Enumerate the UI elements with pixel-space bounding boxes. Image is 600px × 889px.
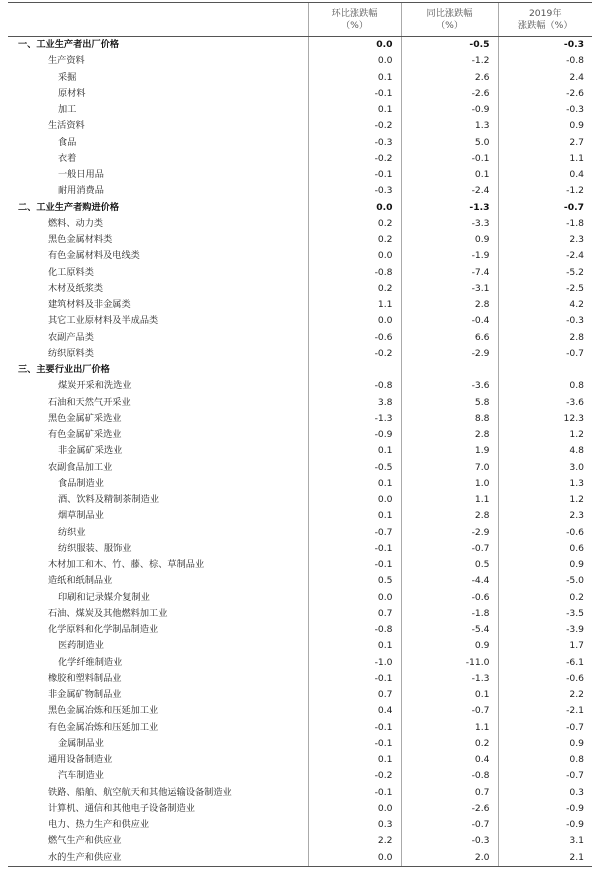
cell-mom: 0.5 bbox=[308, 573, 401, 589]
cell-yoy: -1.2 bbox=[401, 53, 498, 69]
table-row bbox=[8, 768, 592, 784]
cell-yoy: -0.6 bbox=[401, 590, 498, 606]
cell-mom: -1.0 bbox=[308, 655, 401, 671]
table-row bbox=[8, 785, 592, 801]
row-label: 有色金属冶炼和压延加工业 bbox=[48, 721, 159, 733]
cell-mom: -0.2 bbox=[308, 768, 401, 784]
table-row bbox=[8, 411, 592, 427]
cell-mom bbox=[308, 362, 401, 378]
row-label: 酒、饮料及精制茶制造业 bbox=[58, 494, 160, 506]
row-label: 印刷和记录媒介复制业 bbox=[58, 591, 150, 603]
table-row bbox=[8, 720, 592, 736]
table-row bbox=[8, 183, 592, 199]
table-row bbox=[8, 752, 592, 768]
cell-ytd: 0.3 bbox=[498, 785, 592, 801]
cell-mom: 0.1 bbox=[308, 70, 401, 86]
cell-ytd: 0.2 bbox=[498, 590, 592, 606]
row-label: 铁路、船舶、航空航天和其他运输设备制造业 bbox=[48, 786, 232, 798]
cell-mom: 2.2 bbox=[308, 833, 401, 849]
cell-yoy: 2.0 bbox=[401, 850, 498, 867]
cell-ytd: -2.4 bbox=[498, 248, 592, 264]
cell-ytd: 0.9 bbox=[498, 736, 592, 752]
cell-ytd bbox=[498, 362, 592, 378]
cell-yoy: -0.9 bbox=[401, 102, 498, 118]
cell-yoy: -2.4 bbox=[401, 183, 498, 199]
cell-mom: -0.7 bbox=[308, 525, 401, 541]
cell-mom: 0.0 bbox=[308, 850, 401, 867]
row-label: 石油、煤炭及其他燃料加工业 bbox=[48, 607, 168, 619]
cell-ytd: -0.6 bbox=[498, 525, 592, 541]
header-yoy bbox=[401, 3, 498, 37]
cell-ytd: -0.3 bbox=[498, 102, 592, 118]
cell-yoy: 2.8 bbox=[401, 297, 498, 313]
cell-ytd: -3.5 bbox=[498, 606, 592, 622]
table-row bbox=[8, 687, 592, 703]
cell-ytd: 12.3 bbox=[498, 411, 592, 427]
table-row bbox=[8, 638, 592, 654]
row-label: 水的生产和供应业 bbox=[8, 850, 308, 867]
cell-ytd: -0.9 bbox=[498, 817, 592, 833]
cell-ytd: 4.8 bbox=[498, 443, 592, 459]
row-label: 耐用消费品 bbox=[58, 185, 104, 197]
cell-yoy: -1.3 bbox=[401, 671, 498, 687]
cell-ytd: 0.9 bbox=[498, 557, 592, 573]
table-row bbox=[8, 736, 592, 752]
row-label: 化工原料类 bbox=[48, 266, 94, 278]
table-row bbox=[8, 102, 592, 118]
cell-mom: -0.1 bbox=[308, 720, 401, 736]
cell-mom: -0.1 bbox=[308, 541, 401, 557]
cell-mom: 0.0 bbox=[308, 801, 401, 817]
row-label: 食品制造业 bbox=[58, 477, 104, 489]
table-row bbox=[8, 265, 592, 281]
row-label: 生活资料 bbox=[48, 120, 85, 132]
cell-yoy: -0.7 bbox=[401, 541, 498, 557]
table-row bbox=[8, 817, 592, 833]
header-mom bbox=[308, 3, 401, 37]
row-label: 燃料、动力类 bbox=[48, 217, 104, 229]
cell-mom: 0.0 bbox=[308, 313, 401, 329]
header-yoy-unit: （%） bbox=[435, 19, 464, 31]
cell-yoy bbox=[401, 362, 498, 378]
row-label: 化学原料和化学制品制造业 bbox=[48, 624, 159, 636]
cell-yoy: -0.7 bbox=[401, 703, 498, 719]
row-label: 农副食品加工业 bbox=[48, 461, 113, 473]
cell-mom: 0.1 bbox=[308, 443, 401, 459]
cell-yoy: -0.4 bbox=[401, 313, 498, 329]
cell-yoy: 1.1 bbox=[401, 720, 498, 736]
table-row bbox=[8, 850, 592, 867]
table-row bbox=[8, 53, 592, 69]
cell-yoy: 0.1 bbox=[401, 687, 498, 703]
table-row bbox=[8, 135, 592, 151]
row-label: 有色金属材料及电线类 bbox=[48, 250, 140, 262]
row-label: 三、主要行业出厂价格 bbox=[18, 364, 110, 376]
cell-yoy: -7.4 bbox=[401, 265, 498, 281]
cell-yoy: 1.9 bbox=[401, 443, 498, 459]
cell-mom: 0.7 bbox=[308, 606, 401, 622]
cell-ytd: -0.6 bbox=[498, 671, 592, 687]
table-row bbox=[8, 297, 592, 313]
cell-mom: 1.1 bbox=[308, 297, 401, 313]
cell-mom: 0.1 bbox=[308, 752, 401, 768]
cell-yoy: 2.8 bbox=[401, 508, 498, 524]
cell-ytd: 0.6 bbox=[498, 541, 592, 557]
table-row bbox=[8, 508, 592, 524]
row-label: 非金属矿物制品业 bbox=[48, 689, 122, 701]
section-row bbox=[8, 200, 592, 216]
cell-yoy: 0.2 bbox=[401, 736, 498, 752]
table-row bbox=[8, 541, 592, 557]
cell-yoy: -0.7 bbox=[401, 817, 498, 833]
cell-ytd: 0.8 bbox=[498, 378, 592, 394]
row-label: 生产资料 bbox=[48, 55, 85, 67]
row-label: 食品 bbox=[58, 136, 77, 148]
table-row bbox=[8, 330, 592, 346]
cell-mom: -1.3 bbox=[308, 411, 401, 427]
cell-mom: 0.3 bbox=[308, 817, 401, 833]
cell-ytd: 0.9 bbox=[498, 118, 592, 134]
cell-yoy: -2.9 bbox=[401, 525, 498, 541]
row-label: 电力、热力生产和供应业 bbox=[48, 819, 150, 831]
header-yoy-title: 同比涨跌幅 bbox=[426, 7, 473, 19]
cell-ytd: 2.2 bbox=[498, 687, 592, 703]
table-row bbox=[8, 655, 592, 671]
cell-mom: -0.1 bbox=[308, 86, 401, 102]
cell-yoy: 0.4 bbox=[401, 752, 498, 768]
row-label: 汽车制造业 bbox=[58, 770, 104, 782]
cell-mom: -0.6 bbox=[308, 330, 401, 346]
table-row bbox=[8, 248, 592, 264]
row-label: 造纸和纸制品业 bbox=[48, 575, 113, 587]
header-ytd-year: 2019年 bbox=[528, 7, 562, 19]
cell-ytd: 1.2 bbox=[498, 492, 592, 508]
cell-ytd: -5.0 bbox=[498, 573, 592, 589]
cell-yoy: -4.4 bbox=[401, 573, 498, 589]
cell-ytd: 2.4 bbox=[498, 70, 592, 86]
cell-yoy: -0.5 bbox=[401, 37, 498, 54]
cell-mom: 0.0 bbox=[308, 53, 401, 69]
cell-yoy: -1.3 bbox=[401, 200, 498, 216]
cell-ytd: -0.7 bbox=[498, 768, 592, 784]
cell-mom: -0.3 bbox=[308, 135, 401, 151]
cell-ytd: 3.1 bbox=[498, 833, 592, 849]
cell-mom: -0.1 bbox=[308, 736, 401, 752]
table-row bbox=[8, 216, 592, 232]
cell-mom: -0.2 bbox=[308, 118, 401, 134]
cell-yoy: 6.6 bbox=[401, 330, 498, 346]
table-row bbox=[8, 167, 592, 183]
cell-ytd: -3.9 bbox=[498, 622, 592, 638]
table-row bbox=[8, 525, 592, 541]
cell-mom: -0.5 bbox=[308, 460, 401, 476]
cell-ytd: 2.8 bbox=[498, 330, 592, 346]
cell-yoy: 1.0 bbox=[401, 476, 498, 492]
cell-ytd: -0.3 bbox=[498, 313, 592, 329]
table-row bbox=[8, 492, 592, 508]
table-row bbox=[8, 118, 592, 134]
table-row bbox=[8, 427, 592, 443]
cell-yoy: 0.7 bbox=[401, 785, 498, 801]
row-label: 计算机、通信和其他电子设备制造业 bbox=[48, 802, 195, 814]
cell-ytd: -6.1 bbox=[498, 655, 592, 671]
row-label: 衣着 bbox=[58, 152, 77, 164]
cell-ytd: 0.8 bbox=[498, 752, 592, 768]
cell-yoy: 0.5 bbox=[401, 557, 498, 573]
cell-mom: -0.3 bbox=[308, 183, 401, 199]
table-row bbox=[8, 622, 592, 638]
row-label: 金属制品业 bbox=[58, 737, 104, 749]
table-row bbox=[8, 443, 592, 459]
cell-yoy: -0.8 bbox=[401, 768, 498, 784]
table-row bbox=[8, 833, 592, 849]
cell-mom: 3.8 bbox=[308, 395, 401, 411]
row-label: 纺织业 bbox=[58, 526, 86, 538]
cell-mom: 0.1 bbox=[308, 476, 401, 492]
table-row bbox=[8, 573, 592, 589]
cell-ytd: 1.2 bbox=[498, 427, 592, 443]
cell-ytd: -0.7 bbox=[498, 346, 592, 362]
table-header bbox=[8, 3, 592, 37]
table-row bbox=[8, 590, 592, 606]
cell-mom: -0.1 bbox=[308, 785, 401, 801]
row-label: 木材及纸浆类 bbox=[48, 282, 104, 294]
table-row bbox=[8, 703, 592, 719]
cell-ytd: 1.1 bbox=[498, 151, 592, 167]
price-index-table bbox=[8, 2, 592, 867]
table-row bbox=[8, 557, 592, 573]
header-mom-unit: （%） bbox=[340, 19, 369, 31]
row-label: 通用设备制造业 bbox=[48, 754, 113, 766]
cell-mom: 0.0 bbox=[308, 590, 401, 606]
row-label: 农副产品类 bbox=[48, 331, 94, 343]
cell-yoy: -2.9 bbox=[401, 346, 498, 362]
cell-ytd: -1.8 bbox=[498, 216, 592, 232]
cell-mom: -0.1 bbox=[308, 557, 401, 573]
cell-mom: -0.2 bbox=[308, 151, 401, 167]
table-body bbox=[8, 37, 592, 867]
table-row bbox=[8, 232, 592, 248]
cell-yoy: 0.9 bbox=[401, 232, 498, 248]
header-mom-title: 环比涨跌幅 bbox=[331, 7, 378, 19]
cell-ytd: -3.6 bbox=[498, 395, 592, 411]
cell-mom: 0.1 bbox=[308, 638, 401, 654]
cell-ytd: -0.9 bbox=[498, 801, 592, 817]
table-row bbox=[8, 151, 592, 167]
cell-yoy: 7.0 bbox=[401, 460, 498, 476]
row-label: 建筑材料及非金属类 bbox=[48, 299, 131, 311]
cell-ytd: -1.2 bbox=[498, 183, 592, 199]
table-row bbox=[8, 281, 592, 297]
cell-mom: 0.2 bbox=[308, 281, 401, 297]
section-row bbox=[8, 37, 592, 54]
header-ytd-title: 涨跌幅（%） bbox=[517, 19, 573, 31]
cell-mom: -0.9 bbox=[308, 427, 401, 443]
row-label: 原材料 bbox=[58, 87, 86, 99]
cell-ytd: 2.3 bbox=[498, 508, 592, 524]
cell-yoy: -11.0 bbox=[401, 655, 498, 671]
cell-yoy: -2.6 bbox=[401, 86, 498, 102]
cell-yoy: -3.6 bbox=[401, 378, 498, 394]
row-label: 黑色金属矿采选业 bbox=[48, 412, 122, 424]
table-row bbox=[8, 70, 592, 86]
cell-yoy: -1.8 bbox=[401, 606, 498, 622]
cell-ytd: -0.7 bbox=[498, 200, 592, 216]
row-label: 纺织服装、服饰业 bbox=[58, 542, 132, 554]
row-label: 其它工业原材料及半成品类 bbox=[48, 315, 159, 327]
cell-mom: -0.8 bbox=[308, 378, 401, 394]
row-label: 黑色金属冶炼和压延加工业 bbox=[48, 705, 159, 717]
row-label: 化学纤维制造业 bbox=[58, 656, 123, 668]
table-row bbox=[8, 476, 592, 492]
cell-yoy: 5.0 bbox=[401, 135, 498, 151]
row-label: 医药制造业 bbox=[58, 640, 104, 652]
cell-mom: 0.2 bbox=[308, 232, 401, 248]
cell-yoy: 0.1 bbox=[401, 167, 498, 183]
table-row bbox=[8, 313, 592, 329]
row-label: 采掘 bbox=[58, 71, 77, 83]
table-row bbox=[8, 86, 592, 102]
cell-ytd: 2.1 bbox=[498, 850, 592, 867]
cell-ytd: -2.1 bbox=[498, 703, 592, 719]
cell-ytd: 2.3 bbox=[498, 232, 592, 248]
cell-mom: 0.4 bbox=[308, 703, 401, 719]
row-label: 黑色金属材料类 bbox=[48, 234, 113, 246]
cell-yoy: -0.3 bbox=[401, 833, 498, 849]
cell-yoy: 1.3 bbox=[401, 118, 498, 134]
cell-ytd: 2.7 bbox=[498, 135, 592, 151]
cell-yoy: -1.9 bbox=[401, 248, 498, 264]
cell-mom: 0.1 bbox=[308, 508, 401, 524]
table-row bbox=[8, 606, 592, 622]
cell-ytd: -0.7 bbox=[498, 720, 592, 736]
cell-yoy: -3.3 bbox=[401, 216, 498, 232]
table-row bbox=[8, 346, 592, 362]
cell-ytd: 0.4 bbox=[498, 167, 592, 183]
cell-yoy: -2.6 bbox=[401, 801, 498, 817]
cell-ytd: -2.5 bbox=[498, 281, 592, 297]
cell-ytd: -0.3 bbox=[498, 37, 592, 54]
cell-yoy: 5.8 bbox=[401, 395, 498, 411]
row-label: 纺织原料类 bbox=[48, 347, 94, 359]
section-row bbox=[8, 362, 592, 378]
cell-ytd: 3.0 bbox=[498, 460, 592, 476]
row-label: 烟草制品业 bbox=[58, 510, 104, 522]
table-row bbox=[8, 378, 592, 394]
row-label: 加工 bbox=[58, 104, 77, 116]
row-label: 一、工业生产者出厂价格 bbox=[18, 39, 120, 51]
row-label: 有色金属矿采选业 bbox=[48, 429, 122, 441]
row-label: 木材加工和木、竹、藤、棕、草制品业 bbox=[48, 559, 205, 571]
row-label: 橡胶和塑料制品业 bbox=[48, 672, 122, 684]
row-label: 燃气生产和供应业 bbox=[48, 835, 122, 847]
cell-mom: 0.0 bbox=[308, 492, 401, 508]
row-label: 石油和天然气开采业 bbox=[48, 396, 131, 408]
header-ytd bbox=[498, 3, 592, 37]
cell-mom: 0.0 bbox=[308, 37, 401, 54]
cell-yoy: -3.1 bbox=[401, 281, 498, 297]
cell-mom: 0.1 bbox=[308, 102, 401, 118]
cell-mom: -0.1 bbox=[308, 671, 401, 687]
cell-mom: 0.2 bbox=[308, 216, 401, 232]
row-label: 煤炭开采和洗选业 bbox=[58, 380, 132, 392]
table-row bbox=[8, 801, 592, 817]
table-row bbox=[8, 671, 592, 687]
table-row bbox=[8, 460, 592, 476]
cell-mom: -0.1 bbox=[308, 167, 401, 183]
table-row bbox=[8, 395, 592, 411]
cell-yoy: 1.1 bbox=[401, 492, 498, 508]
row-label: 二、工业生产者购进价格 bbox=[18, 201, 120, 213]
cell-yoy: 2.8 bbox=[401, 427, 498, 443]
cell-yoy: 0.9 bbox=[401, 638, 498, 654]
cell-mom: -0.2 bbox=[308, 346, 401, 362]
cell-mom: -0.8 bbox=[308, 622, 401, 638]
cell-yoy: 2.6 bbox=[401, 70, 498, 86]
cell-ytd: 1.7 bbox=[498, 638, 592, 654]
cell-yoy: 8.8 bbox=[401, 411, 498, 427]
row-label: 一般日用品 bbox=[58, 169, 104, 181]
cell-ytd: -0.8 bbox=[498, 53, 592, 69]
cell-mom: 0.0 bbox=[308, 200, 401, 216]
cell-mom: 0.0 bbox=[308, 248, 401, 264]
cell-mom: -0.8 bbox=[308, 265, 401, 281]
cell-ytd: 1.3 bbox=[498, 476, 592, 492]
cell-ytd: -2.6 bbox=[498, 86, 592, 102]
row-label: 非金属矿采选业 bbox=[58, 445, 123, 457]
cell-yoy: -0.1 bbox=[401, 151, 498, 167]
cell-ytd: -5.2 bbox=[498, 265, 592, 281]
header-label-blank bbox=[8, 3, 308, 37]
cell-mom: 0.7 bbox=[308, 687, 401, 703]
cell-yoy: -5.4 bbox=[401, 622, 498, 638]
cell-ytd: 4.2 bbox=[498, 297, 592, 313]
